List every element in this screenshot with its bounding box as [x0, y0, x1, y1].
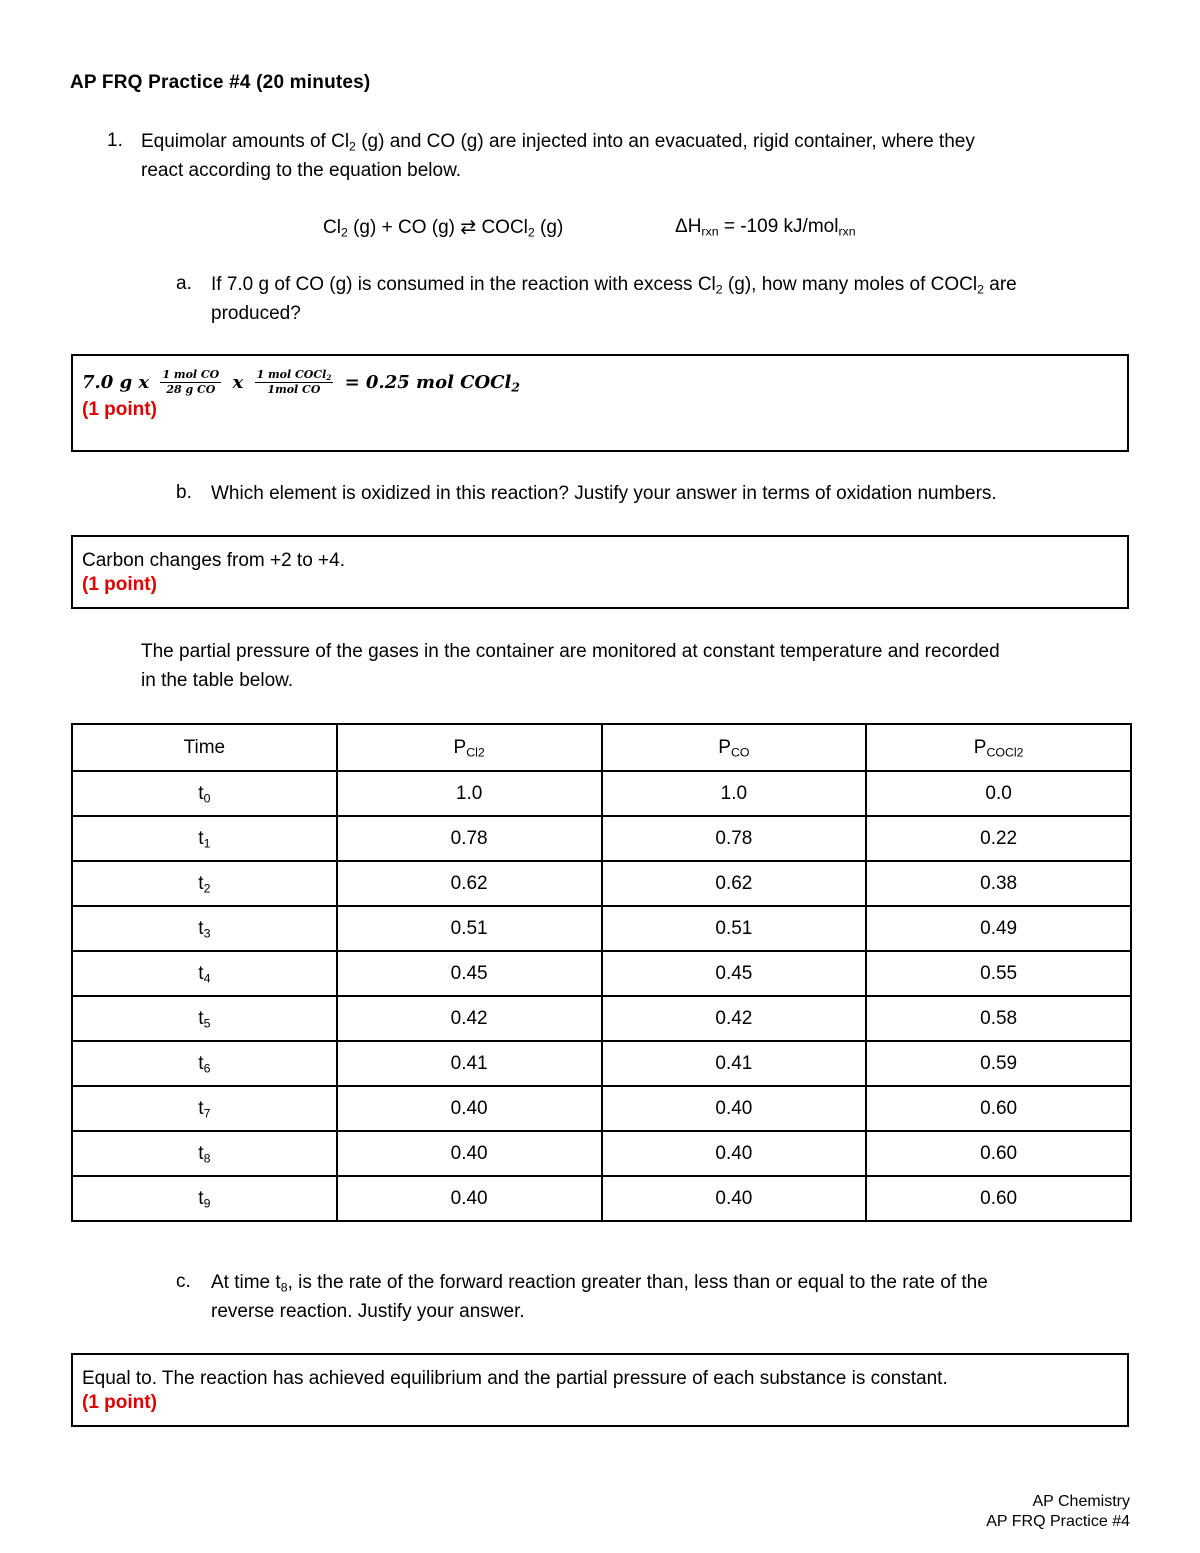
answer-box-c [71, 1353, 1129, 1427]
co-cell: 0.62 [602, 861, 867, 906]
co-cell: 0.45 [602, 951, 867, 996]
table-row [72, 1131, 1131, 1176]
table-header-row [72, 724, 1131, 771]
table-row [72, 1176, 1131, 1221]
part-a-label: a. [176, 273, 192, 294]
part-a-question: If 7.0 g of CO (g) is consumed in the reaction with excess $Cl_2$ (g), how many moles of COCl$_2$ are produced? [211, 274, 1017, 324]
answer-c-text: Equal to. The reaction has achieved equilibrium and the partial pressure of each substance is constant. [82, 1368, 948, 1389]
points-badge: (1 point) [82, 1392, 157, 1413]
cocl2-cell: 0.22 [866, 816, 1131, 861]
cocl2-cell: 0.49 [866, 906, 1131, 951]
cocl2-cell: 0.38 [866, 861, 1131, 906]
fraction-1: $\frac{\text{1 mol CO}}{\text{28 g CO}}$ [162, 368, 220, 397]
cocl2-cell: 0.60 [866, 1131, 1131, 1176]
time-cell: $t_8$ [72, 1131, 337, 1176]
co-cell: 0.40 [602, 1131, 867, 1176]
cocl2-cell: 0.58 [866, 996, 1131, 1041]
cl2-cell: 0.42 [337, 996, 602, 1041]
footer-doc: AP FRQ Practice #4 [986, 1513, 1130, 1530]
time-cell: $t_2$ [72, 861, 337, 906]
cocl2-cell: 0.55 [866, 951, 1131, 996]
co-cell: 0.42 [602, 996, 867, 1041]
cl2-cell: 0.62 [337, 861, 602, 906]
question-number: 1. [107, 130, 123, 151]
cl2-cell: 0.51 [337, 906, 602, 951]
points-badge: (1 point) [82, 399, 157, 420]
co-cell: 0.41 [602, 1041, 867, 1086]
header-p-co: $P_{CO}$ [602, 724, 867, 771]
dimensional-analysis: 7.0 g x $\frac{\text{1 mol CO}}{\text{28 g CO}}$ x $\frac{1 mol COCl_2}{\text{1mol CO}}$ = 0.25 mol COCl$_2$ [82, 368, 520, 397]
time-cell: $t_9$ [72, 1176, 337, 1221]
cl2-cell: 0.41 [337, 1041, 602, 1086]
cl2-cell: 0.78 [337, 816, 602, 861]
part-c-label: c. [176, 1271, 191, 1292]
time-cell: $t_6$ [72, 1041, 337, 1086]
cl2-cell: 0.40 [337, 1086, 602, 1131]
points-badge: (1 point) [82, 574, 157, 595]
time-cell: $t_4$ [72, 951, 337, 996]
fraction-2: $\frac{1 mol COCl_2}{\text{1mol CO}}$ [256, 368, 332, 397]
co-cell: 0.78 [602, 816, 867, 861]
co-cell: 0.51 [602, 906, 867, 951]
table-row [72, 771, 1131, 816]
header-p-cocl2: $P_{COCl2}$ [866, 724, 1131, 771]
page-footer [986, 1492, 1130, 1532]
time-cell: $t_0$ [72, 771, 337, 816]
time-cell: $t_3$ [72, 906, 337, 951]
cocl2-cell: 0.0 [866, 771, 1131, 816]
cocl2-cell: 0.60 [866, 1176, 1131, 1221]
table-intro: The partial pressure of the gases in the container are monitored at constant temperature and recorded in the table below. [141, 641, 1000, 691]
time-cell: $t_1$ [72, 816, 337, 861]
table-row [72, 861, 1131, 906]
table-row [72, 1041, 1131, 1086]
co-cell: 0.40 [602, 1176, 867, 1221]
page-title: AP FRQ Practice #4 (20 minutes) [70, 72, 371, 93]
table-row [72, 951, 1131, 996]
table-row [72, 816, 1131, 861]
header-p-cl2: $P_{Cl2}$ [337, 724, 602, 771]
answer-box-b [71, 535, 1129, 609]
question-intro: Equimolar amounts of $Cl_2$ (g) and CO (g) are injected into an evacuated, rigid container, where they react according to the equation below. [141, 131, 975, 181]
footer-course: AP Chemistry [1032, 1493, 1130, 1510]
reaction-equation: $Cl_2$ (g) + CO (g) ⇄ COCl$_2$ (g) [323, 217, 564, 240]
part-c-question: At time $t_8$, is the rate of the forward reaction greater than, less than or equal to the rate of the reverse reaction. Justify your answer. [211, 1272, 988, 1322]
table-row [72, 906, 1131, 951]
table-row [72, 996, 1131, 1041]
enthalpy-value: $\Delta H_{rxn} = -109$ kJ/mol$_{rxn}$ [675, 216, 856, 239]
answer-b-text: Carbon changes from +2 to +4. [82, 550, 345, 571]
cl2-cell: 0.45 [337, 951, 602, 996]
co-cell: 0.40 [602, 1086, 867, 1131]
cl2-cell: 1.0 [337, 771, 602, 816]
answer-box-a [71, 354, 1129, 452]
cl2-cell: 0.40 [337, 1131, 602, 1176]
part-b-question: Which element is oxidized in this reaction? Justify your answer in terms of oxidation numbers. [211, 483, 997, 504]
cocl2-cell: 0.60 [866, 1086, 1131, 1131]
cocl2-cell: 0.59 [866, 1041, 1131, 1086]
time-cell: $t_7$ [72, 1086, 337, 1131]
part-b-label: b. [176, 482, 192, 503]
header-time: Time [72, 724, 337, 771]
co-cell: 1.0 [602, 771, 867, 816]
cl2-cell: 0.40 [337, 1176, 602, 1221]
pressure-table [71, 723, 1132, 1222]
time-cell: $t_5$ [72, 996, 337, 1041]
table-row [72, 1086, 1131, 1131]
